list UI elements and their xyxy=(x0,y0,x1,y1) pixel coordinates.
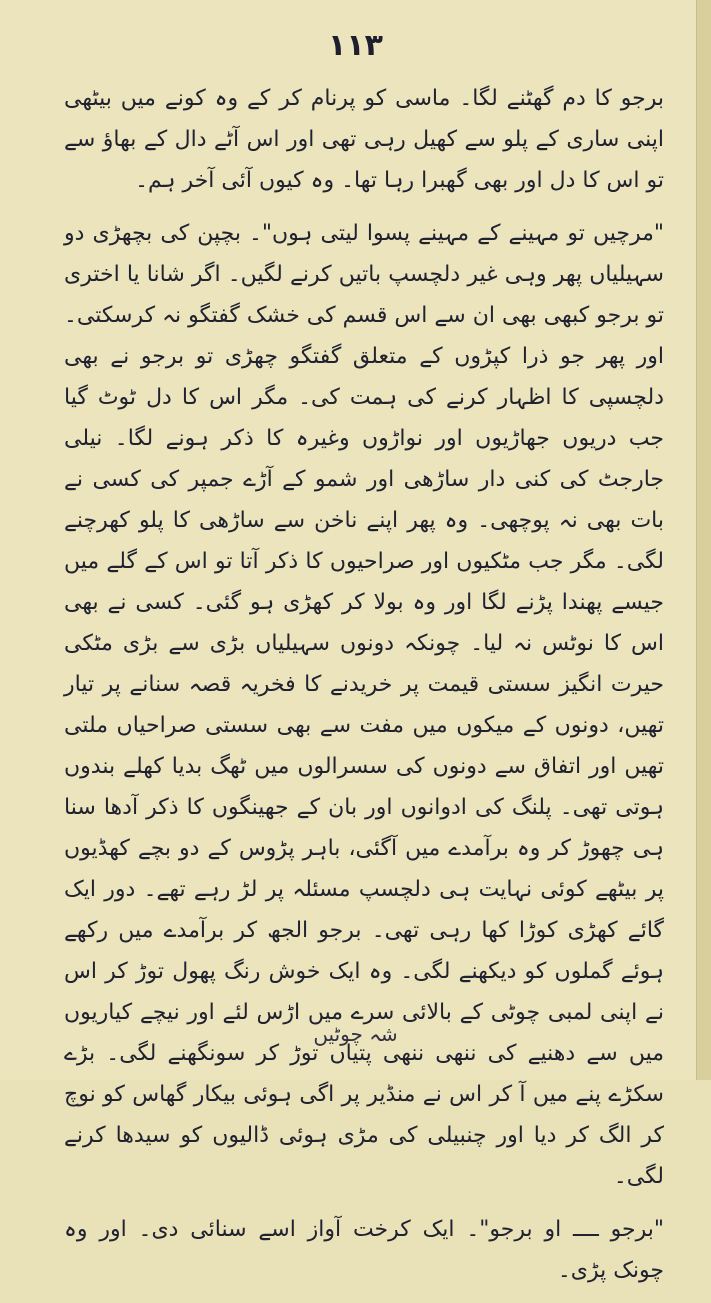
paragraph-2: "مرچیں تو مہینے کے مہینے پسوا لیتی ہوں"۔ بچپن کی بچھڑی دو سہیلیاں پھر وہی غیر دلچسپ باتیں کرنے لگیں۔ اگر شانا یا اختری تو برجو کبھی بھی ان سے اس قسم کی خشک گفتگو نہ کرسکتی۔ اور پھر جو ذرا کپڑوں کے متعلق گفتگو چھڑی تو برجو نے بھی دلچسپی کا اظہار کرنے کی ہمت کی۔ مگر اس کا دل ٹوٹ گیا جب دریوں جھاڑیوں اور نواڑوں وغیرہ کا ذکر ہونے لگا۔ نیلی جارجٹ کی کنی دار ساڑھی اور شمو کے آڑے جمپر کی کسی نے بات بھی نہ پوچھی۔ وہ پھر اپنے ناخن سے ساڑھی کا پلو کھرچنے لگی۔ مگر جب مٹکیوں اور صراحیوں کا ذکر آتا تو اس کے گلے میں جیسے پھندا پڑنے لگا اور وہ بولا کر کھڑی ہو گئی۔ کسی نے بھی اس کا نوٹس نہ لیا۔ چونکہ دونوں سہیلیاں بڑی سے بڑی مٹکی حیرت انگیز سستی قیمت پر خریدنے کا فخریہ قصہ سنانے پر تیار تھیں، دونوں کے میکوں میں مفت سے بھی سستی صراحیاں ملتی تھیں اور اتفاق سے دونوں کی سسرالوں میں ٹھگ بدیا کھلے بندوں ہوتی تھی۔ پلنگ کی ادوانوں اور بان کے جھینگوں کا ذکر آدھا سنا ہی چھوڑ کر وہ برآمدے میں آگئی، باہر پڑوس کے دو بچے کھڈیوں پر بیٹھے کوئی نہایت ہی دلچسپ مسئلہ پر لڑ رہے تھے۔ دور ایک گائے کھڑی کوڑا کھا رہی تھی۔ برجو الجھ کر برآمدے میں رکھے ہوئے گملوں کو دیکھنے لگی۔ وہ ایک خوش رنگ پھول توڑ کر اس نے اپنی لمبی چوٹی کے بالائی سرے میں اڑس لئے اور نیچے کیاریوں میں سے دھنیے کی ننھی ننھی پتیاں توڑ کر سونگھنے لگی۔ بڑے سکڑے پنے میں آ کر اس نے منڈیر پر اگی ہوئی بیکار گھاس کو نوچ کر الگ کر دیا اور چنبیلی کی مڑی ہوئی ڈالیوں کو سیدھا کرنے لگی۔ xyxy=(64,221,664,1189)
paragraph-1: برجو کا دم گھٹنے لگا۔ ماسی کو پرنام کر کے وہ کونے میں بیٹھی اپنی ساری کے پلو سے کھیل رہی تھی اور اس آٹے دال کے بھاؤ سے تو اس کا دل اور بھی گھبرا رہا تھا۔ وہ کیوں آئی آخر ہم۔ xyxy=(64,86,664,193)
page-number: ۱۱۳ xyxy=(328,28,383,63)
footer-note: شہ چوٹیں xyxy=(313,1022,398,1046)
paragraph-3: "برجو ــــ او برجو"۔ ایک کرخت آواز اسے سنائی دی۔ اور وہ چونک پڑی۔ xyxy=(64,1217,664,1283)
page-edge xyxy=(696,0,711,1080)
body-text xyxy=(64,78,664,1303)
